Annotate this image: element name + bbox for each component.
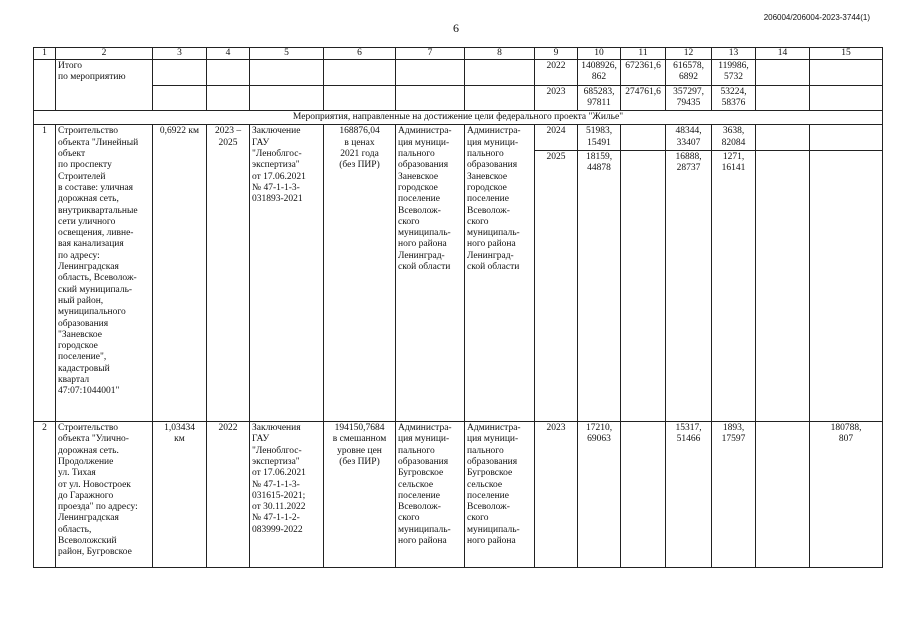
table-cell — [153, 60, 207, 86]
cost-cell: 194150,7684 в смешанном уровне цен (без ПИР) — [324, 422, 396, 568]
value-cell: 616578, 6892 — [666, 60, 712, 86]
table-cell — [153, 85, 207, 111]
column-header: 10 — [578, 48, 621, 60]
section-row — [34, 111, 883, 125]
capacity-cell: 1,03434 км — [153, 422, 207, 568]
value-cell — [621, 151, 666, 422]
column-header: 6 — [324, 48, 396, 60]
developer-cell: Администра- ция муници- пального образования Заневское городское поселение Всеволож- ского муниципаль- ного района Ленинград- ской области — [465, 125, 535, 422]
value-cell — [810, 125, 883, 151]
page-number: 6 — [453, 21, 459, 35]
value-cell: 685283, 97811 — [578, 85, 621, 111]
document-id: 206004/206004-2023-3744(1) — [763, 13, 870, 22]
value-cell — [621, 422, 666, 568]
column-header: 5 — [250, 48, 324, 60]
column-header: 4 — [207, 48, 250, 60]
value-cell: 53224, 58376 — [712, 85, 756, 111]
value-cell: 17210, 69063 — [578, 422, 621, 568]
table-cell — [810, 60, 883, 86]
value-cell: 180788, 807 — [810, 422, 883, 568]
cost-cell: 168876,04 в ценах 2021 года (без ПИР) — [324, 125, 396, 422]
table-cell — [756, 60, 810, 86]
column-number-row — [34, 48, 883, 60]
table-cell — [465, 60, 535, 86]
year-cell: 2022 — [535, 60, 578, 86]
object-name: Строительство объекта "Улично- дорожная сеть. Продолжение ул. Тихая от ул. Новостроек до Гаражного проезда" по адресу: Ленинградская область, Всеволожский район, Бугровское — [56, 422, 153, 568]
expertise-cell: Заключения ГАУ "Леноблгос- экспертиза" от 17.06.2021 № 47-1-1-3- 031615-2021; от 30.11.2022 № 47-1-1-2- 083999-2022 — [250, 422, 324, 568]
value-cell: 1408926, 862 — [578, 60, 621, 86]
value-cell: 16888, 28737 — [666, 151, 712, 422]
value-cell: 357297, 79435 — [666, 85, 712, 111]
column-header: 12 — [666, 48, 712, 60]
column-header: 15 — [810, 48, 883, 60]
value-cell — [756, 151, 810, 422]
table-cell — [756, 85, 810, 111]
total-row-2022 — [34, 60, 883, 86]
year-cell: 2024 — [535, 125, 578, 151]
column-header: 9 — [535, 48, 578, 60]
measures-table — [33, 47, 883, 568]
year-cell: 2023 — [535, 422, 578, 568]
table-cell — [250, 60, 324, 86]
table-cell — [465, 85, 535, 111]
customer-cell: Администра- ция муници- пального образования Заневское городское поселение Всеволож- ского муниципаль- ного района Ленинград- ской области — [396, 125, 465, 422]
customer-cell: Администра- ция муници- пального образования Бугровское сельское поселение Всеволож- ского муниципаль- ного района — [396, 422, 465, 568]
value-cell: 1893, 17597 — [712, 422, 756, 568]
column-header: 3 — [153, 48, 207, 60]
object-name: Строительство объекта "Линейный объект по проспекту Строителей в составе: уличная дорожная сеть, внутриквартальные сети уличного освещения, ливне- вая канализация по адресу: Ленинградская область, Всеволож- ский муниципаль- ный район, муниципального образования "Заневское городское поселение", кадастровый квартал 47:07:1044001" — [56, 125, 153, 422]
expertise-cell: Заключение ГАУ "Леноблгос- экспертиза" от 17.06.2021 № 47-1-1-3- 031893-2021 — [250, 125, 324, 422]
total-row-2023 — [34, 85, 883, 111]
table-cell — [324, 85, 396, 111]
value-cell: 274761,6 — [621, 85, 666, 111]
period-cell: 2022 — [207, 422, 250, 568]
column-header: 14 — [756, 48, 810, 60]
period-cell: 2023 – 2025 — [207, 125, 250, 422]
value-cell: 51983, 15491 — [578, 125, 621, 151]
table-cell — [250, 85, 324, 111]
table-cell — [207, 85, 250, 111]
table-cell — [324, 60, 396, 86]
column-header: 1 — [34, 48, 56, 60]
total-label: Итого по мероприятию — [56, 60, 153, 111]
value-cell: 1271, 16141 — [712, 151, 756, 422]
value-cell — [756, 422, 810, 568]
column-header: 13 — [712, 48, 756, 60]
value-cell: 48344, 33407 — [666, 125, 712, 151]
row-number: 1 — [34, 125, 56, 422]
value-cell: 672361,6 — [621, 60, 666, 86]
column-header: 2 — [56, 48, 153, 60]
capacity-cell: 0,6922 км — [153, 125, 207, 422]
column-header: 8 — [465, 48, 535, 60]
table-row — [34, 125, 883, 151]
row-number: 2 — [34, 422, 56, 568]
column-header: 7 — [396, 48, 465, 60]
value-cell — [810, 151, 883, 422]
developer-cell: Администра- ция муници- пального образования Бугровское сельское поселение Всеволож- ского муниципаль- ного района — [465, 422, 535, 568]
year-cell: 2023 — [535, 85, 578, 111]
value-cell: 15317, 51466 — [666, 422, 712, 568]
table-cell — [810, 85, 883, 111]
column-header: 11 — [621, 48, 666, 60]
table-cell — [396, 85, 465, 111]
year-cell: 2025 — [535, 151, 578, 422]
table-cell — [34, 60, 56, 111]
table-cell — [207, 60, 250, 86]
value-cell: 3638, 82084 — [712, 125, 756, 151]
value-cell — [756, 125, 810, 151]
value-cell — [621, 125, 666, 151]
table-cell — [396, 60, 465, 86]
table-row — [34, 422, 883, 568]
value-cell: 119986, 5732 — [712, 60, 756, 86]
section-title: Мероприятия, направленные на достижение цели федерального проекта "Жилье" — [34, 111, 883, 125]
value-cell: 18159, 44878 — [578, 151, 621, 422]
